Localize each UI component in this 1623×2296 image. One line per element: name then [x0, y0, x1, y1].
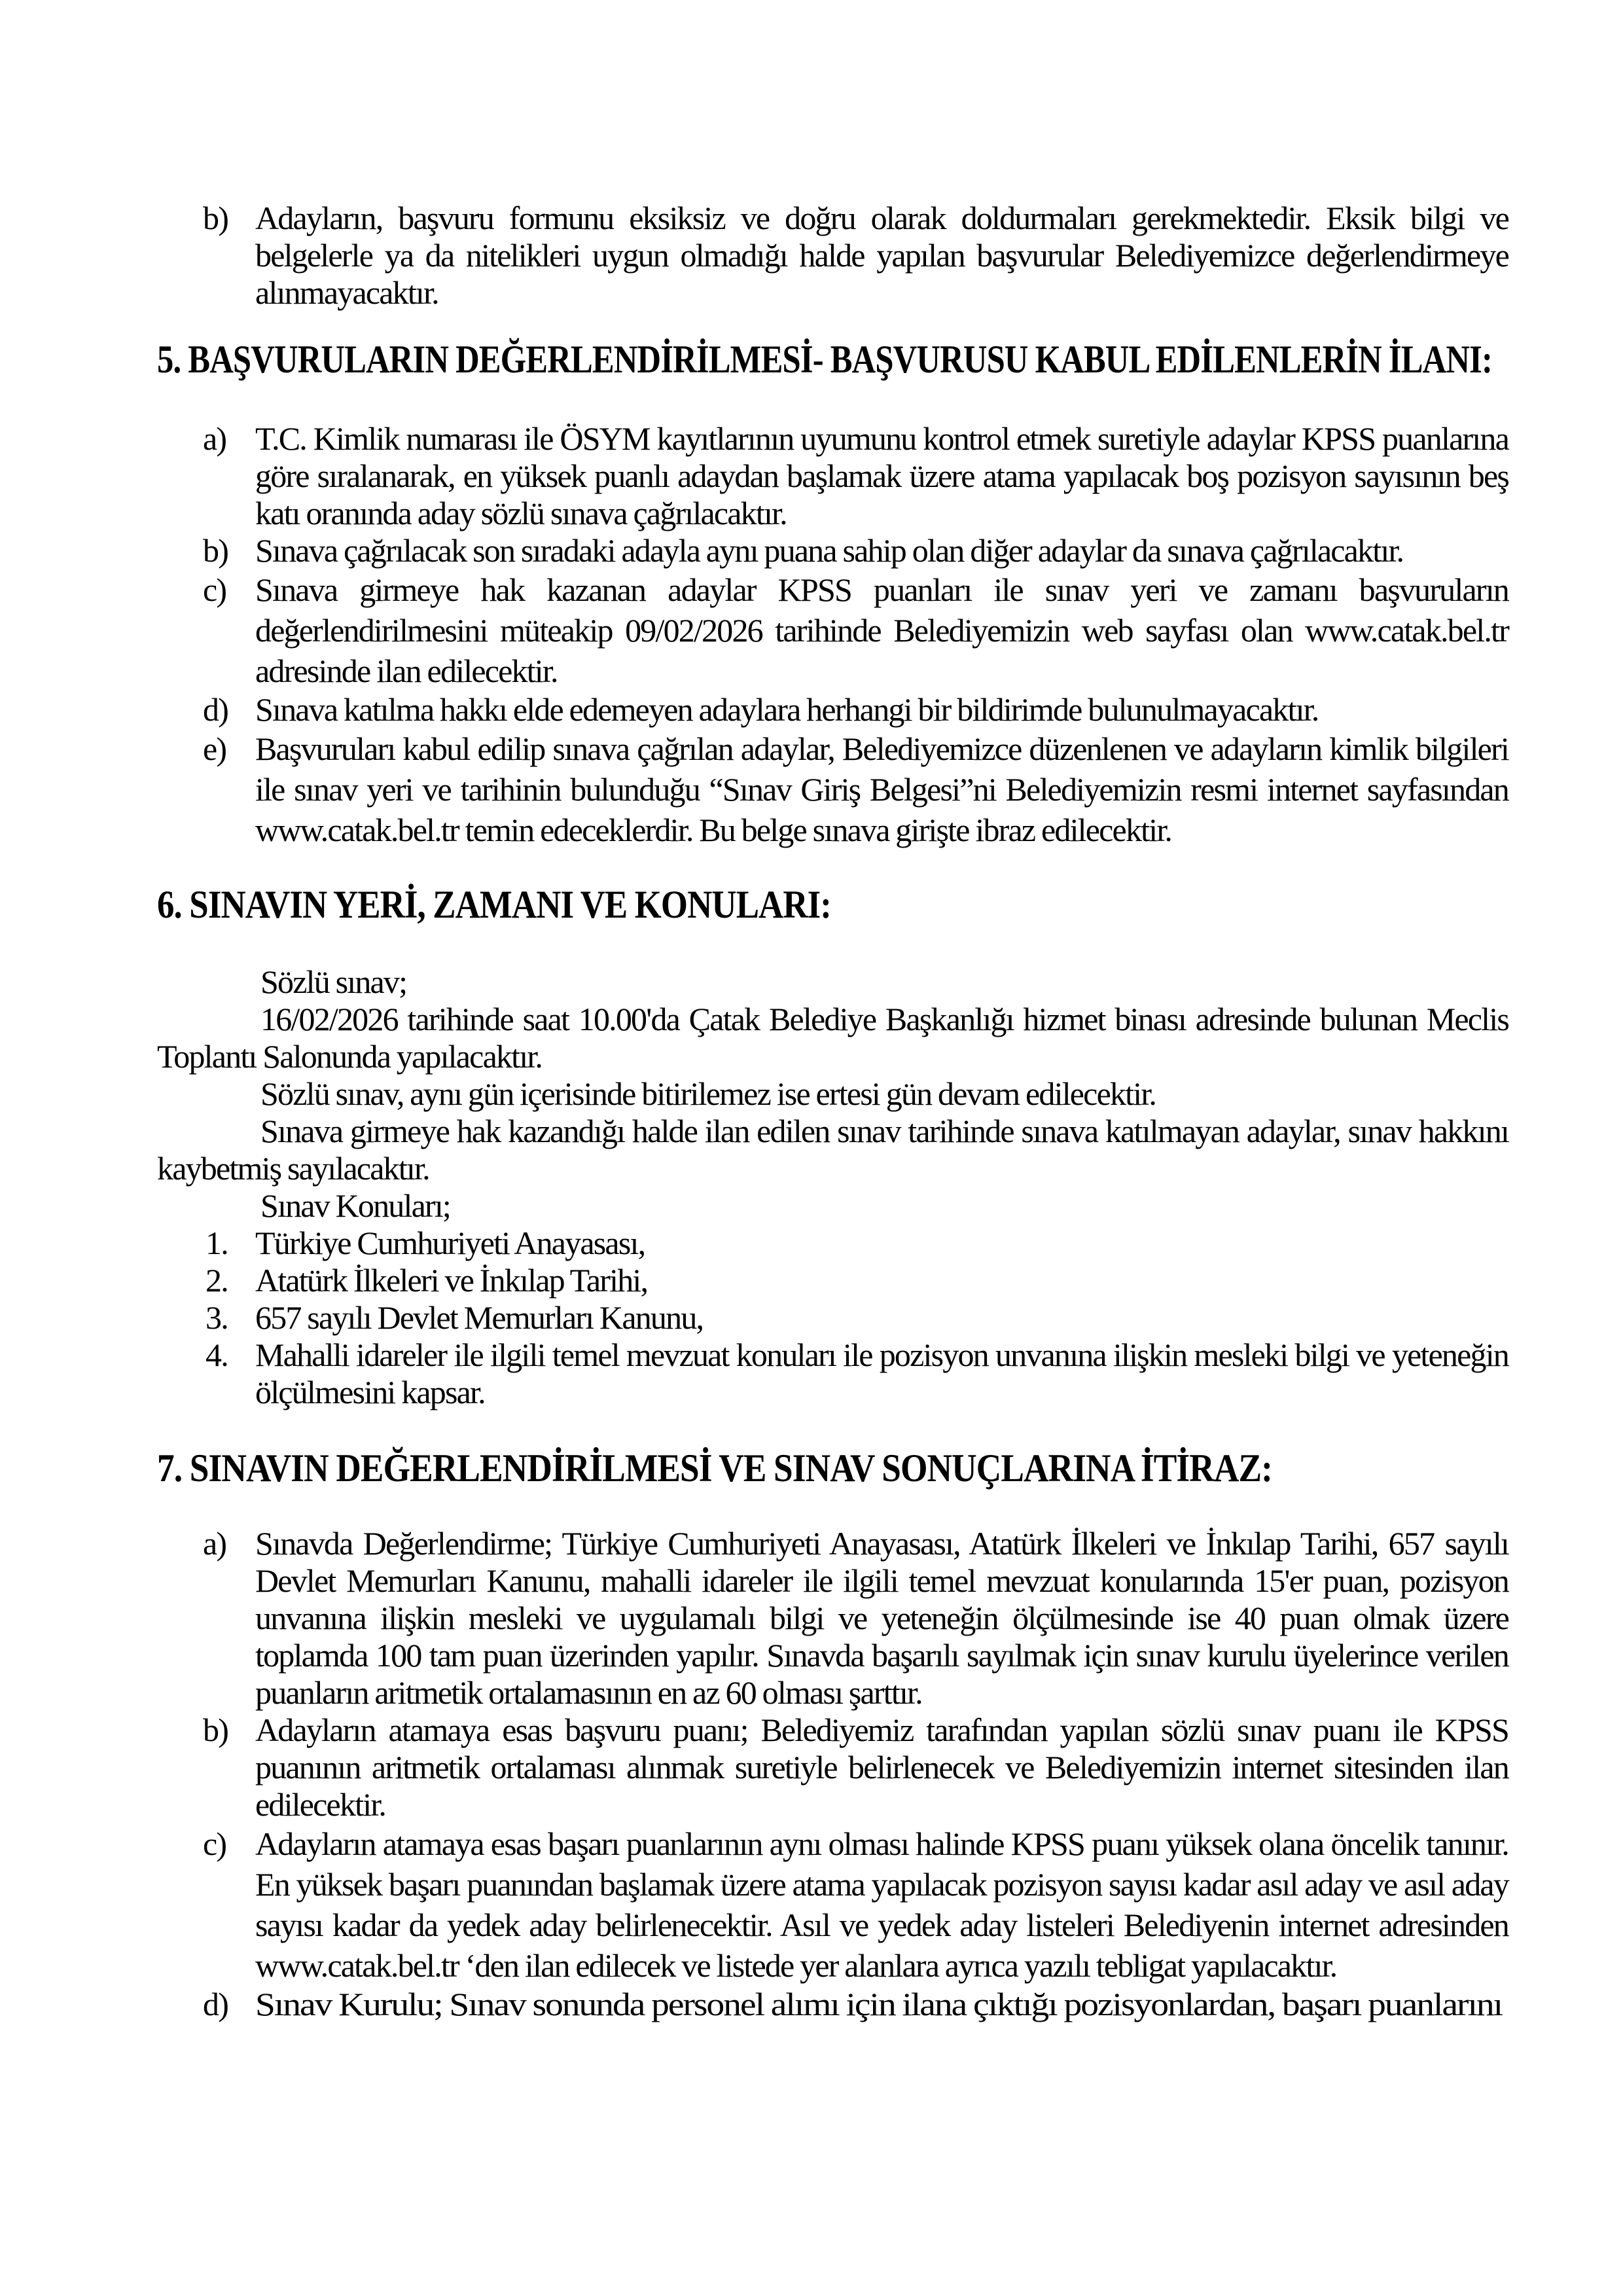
list-item — [157, 1823, 1508, 1986]
list-item-text: T.C. Kimlik numarası ile ÖSYM kayıtlarının uyumunu kontrol etmek suretiyle adaylar KPSS puanlarına göre sıralanarak, en yüksek puanlı adaydan başlamak üzere atama yapılacak boş pozisyon sayısının beş katı oranında aday sözlü sınava çağrılacaktır. — [255, 420, 1508, 531]
list-item-text: Başvuruları kabul edilip sınava çağrılan adaylar, Belediyemizce düzenlenen ve adayların kimlik bilgileri ile sınav yeri ve tarihinin bulunduğu “Sınav Giriş Belgesi”ni Belediyemizin resmi internet sayfasından www.catak.bel.tr temin edeceklerdir. Bu belge sınava girişte ibraz edilecektir. — [255, 730, 1508, 848]
paragraph: Sınav Konuları; — [260, 1187, 451, 1224]
list-marker: c) — [203, 571, 226, 608]
list-item — [157, 532, 1508, 569]
section-7-list — [157, 1525, 1508, 2023]
section-6-body — [157, 963, 1508, 1411]
list-item — [157, 420, 1508, 532]
list-marker: b) — [203, 200, 228, 236]
list-marker: 2. — [205, 1262, 228, 1299]
section-5-heading-row — [157, 336, 1508, 382]
list-item-text: 657 sayılı Devlet Memurları Kanunu, — [255, 1299, 704, 1336]
exam-topics-list — [157, 1225, 1508, 1411]
section-7-heading-row — [157, 1445, 1508, 1491]
list-item — [157, 728, 1508, 850]
intro-list-item — [157, 200, 1508, 312]
list-item — [157, 1525, 1508, 1712]
list-item — [157, 1712, 1508, 1823]
list-item-text: Sınava katılma hakkı elde edemeyen adaylara herhangi bir bildirimde bulunulmayacaktır. — [255, 691, 1319, 728]
list-item-text: Sınava çağrılacak son sıradaki adayla aynı puana sahip olan diğer adaylar da sınava çağrılacaktır. — [255, 532, 1404, 569]
section-5-list — [157, 420, 1508, 850]
section-6-heading: 6. SINAVIN YERİ, ZAMANI VE KONULARI: — [157, 883, 831, 926]
list-item — [157, 569, 1508, 691]
list-item-text: Sınava girmeye hak kazanan adaylar KPSS puanları ile sınav yeri ve zamanı başvuruların değerlendirilmesini müteakip 09/02/2026 tarihinde Belediyemizin web sayfası olan www.catak.bel.tr adresinde ilan edilecektir. — [255, 571, 1508, 689]
paragraph: Sınava girmeye hak kazandığı halde ilan edilen sınav tarihinde sınava katılmayan adaylar, sınav hakkını kaybetmiş sayılacaktır. — [157, 1113, 1508, 1187]
list-item-text: Türkiye Cumhuriyeti Anayasası, — [255, 1225, 645, 1261]
list-marker: c) — [203, 1825, 226, 1862]
list-marker: b) — [203, 1712, 228, 1748]
list-item — [157, 691, 1508, 728]
truncated-line: Sınav Kurulu; Sınav sonunda personel alımı için ilana çıktığı pozisyonlardan, başarı puanlarını — [255, 1986, 1502, 2022]
list-item-text: Adayların atamaya esas başarı puanlarının aynı olması halinde KPSS puanı yüksek olana öncelik tanınır. En yüksek başarı puanından başlamak üzere atama yapılacak pozisyon sayısı kadar asıl aday ve asıl aday sayısı kadar da yedek aday belirlenecektir. Asıl ve yedek aday listeleri Belediyenin internet adresinden www.catak.bel.tr ‘den ilan edilecek ve listede yer alanlara ayrıca yazılı tebligat yapılacaktır. — [255, 1825, 1508, 1984]
list-marker: b) — [203, 532, 228, 569]
list-marker: 3. — [205, 1299, 228, 1336]
numbered-list-item — [157, 1336, 1508, 1411]
list-marker: d) — [203, 1986, 228, 2022]
numbered-list-item — [157, 1299, 1508, 1336]
list-item-text: Adayların, başvuru formunu eksiksiz ve doğru olarak doldurmaları gerekmektedir. Eksik bilgi ve belgelerle ya da nitelikleri uygun olmadığı halde yapılan başvurular Belediyemizce değerlendirmeye alınmayacaktır. — [255, 200, 1508, 311]
list-marker: 1. — [205, 1225, 228, 1261]
paragraph: Sözlü sınav, aynı gün içerisinde bitirilemez ise ertesi gün devam edilecektir. — [260, 1075, 1156, 1112]
section-5-heading: 5. BAŞVURULARIN DEĞERLENDİRİLMESİ- BAŞVURUSU KABUL EDİLENLERİN İLANI: — [157, 338, 1492, 381]
list-marker: d) — [203, 691, 228, 728]
section-6-heading-row — [157, 882, 1508, 927]
list-marker: a) — [203, 420, 226, 457]
list-item-text — [255, 1986, 1508, 2023]
numbered-list-item — [157, 1225, 1508, 1262]
list-marker: e) — [203, 730, 226, 767]
list-marker: 4. — [205, 1336, 228, 1373]
list-item-text: Atatürk İlkeleri ve İnkılap Tarihi, — [255, 1262, 648, 1299]
list-item — [157, 1986, 1508, 2023]
numbered-list-item — [157, 1262, 1508, 1299]
section-7-heading: 7. SINAVIN DEĞERLENDİRİLMESİ VE SINAV SONUÇLARINA İTİRAZ: — [157, 1446, 1272, 1490]
list-marker: a) — [203, 1525, 226, 1562]
paragraph: 16/02/2026 tarihinde saat 10.00'da Çatak Belediye Başkanlığı hizmet binası adresinde bulunan Meclis Toplantı Salonunda yapılacaktır. — [157, 1001, 1508, 1075]
paragraph: Sözlü sınav; — [260, 963, 407, 1000]
list-item-text: Mahalli idareler ile ilgili temel mevzuat konuları ile pozisyon unvanına ilişkin mesleki bilgi ve yeteneğin ölçülmesini kapsar. — [255, 1336, 1508, 1410]
list-item-text: Sınavda Değerlendirme; Türkiye Cumhuriyeti Anayasası, Atatürk İlkeleri ve İnkılap Tarihi, 657 sayılı Devlet Memurları Kanunu, mahalli idareler ile ilgili temel mevzuat konularında 15'er puan, pozisyon unvanına ilişkin mesleki ve uygulamalı bilgi ve yeteneğin ölçülmesinde ise 40 puan olmak üzere toplamda 100 tam puan üzerinden yapılır. Sınavda başarılı sayılmak için sınav kurulu üyelerince verilen puanların aritmetik ortalamasının en az 60 olması şarttır. — [255, 1525, 1508, 1711]
list-item-text: Adayların atamaya esas başvuru puanı; Belediyemiz tarafından yapılan sözlü sınav puanı ile KPSS puanının aritmetik ortalaması alınmak suretiyle belirlenecek ve Belediyemizin internet sitesinden ilan edilecektir. — [255, 1712, 1508, 1823]
